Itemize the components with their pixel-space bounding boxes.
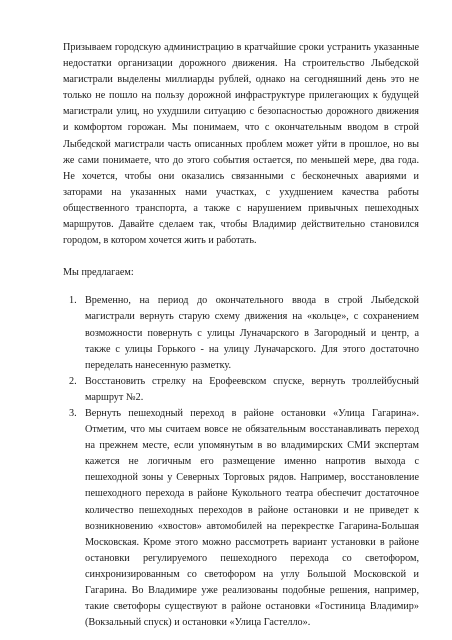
intro-paragraph: Призываем городскую администрацию в кратчайшие сроки устранить указанные недостатки организации дорожного движения. На строительство Лыбедской магистрали выделены миллиарды рублей, однако на сегодняшний день это не только не пошло на пользу дорожной инфраструктуре прилегающих к будущей магистрали улиц, но ухудшили ситуацию с безопасностью дорожного движения и комфортом горожан. Мы понимаем, что с окончательным вводом в строй Лыбедской магистрали часть описанных проблем может уйти в прошлое, но вы же сами понимаете, что до этого события остается, по меньшей мере, два года. Не хочется, чтобы они оказались связанными с бесконечных авариями и заторами на указанных нами участках, с ухудшением качества работы общественного транспорта, а также с нарушением привычных пешеходных маршрутов. Давайте сделаем так, чтобы Владимир действительно становился городом, в котором хочется жить и работать. [63,42,419,247]
document-page [63,40,419,631]
proposals-list [63,293,419,631]
list-item-number: 2. [69,375,77,387]
proposals-lead: Мы предлагаем: [63,267,134,279]
list-item-text: Вернуть пешеходный переход в районе остановки «Улица Гагарина». Отметим, что мы считаем вовсе не обязательным восстанавливать переход на прежнем месте, если упомянутым в во владимирских СМИ экспертам кажется не логичным его размещение именно напротив выхода с пешеходной зоны у Северных Торговых рядов. Например, восстановление пешеходного перехода в районе Кукольного театра обеспечит достаточное количество пешеходных переходов в районе остановки и не приведет к возникновению «хвостов» автомобилей на перекрестке Гагарина-Большая Московская. Кроме этого можно рассмотреть вариант установки в районе остановки регулируемого пешеходного перехода со светофором, синхронизированным со светофором на углу Большой Московской и Гагарина. Во Владимире уже реализованы подобные решения, например, такие светофоры существуют в районе остановки «Гостиница Владимир» (Вокзальный спуск) и остановки «Улица Гастелло». [85,407,419,629]
list-item [69,406,419,631]
list-item-text: Временно, на период до окончательного ввода в строй Лыбедской магистрали вернуть старую схему движения на «кольце», с сохранением возможности повернуть с улицы Луначарского в Загородный и центр, а также с улицы Горького - на улицу Луначарского. Для этого достаточно переделать нанесенную разметку. [85,295,419,371]
list-item [69,374,419,406]
list-item [69,293,419,373]
list-item-number: 3. [69,407,77,419]
list-item-text: Восстановить стрелку на Ерофеевском спуске, вернуть троллейбусный маршрут №2. [85,375,419,403]
list-item-number: 1. [69,295,77,307]
